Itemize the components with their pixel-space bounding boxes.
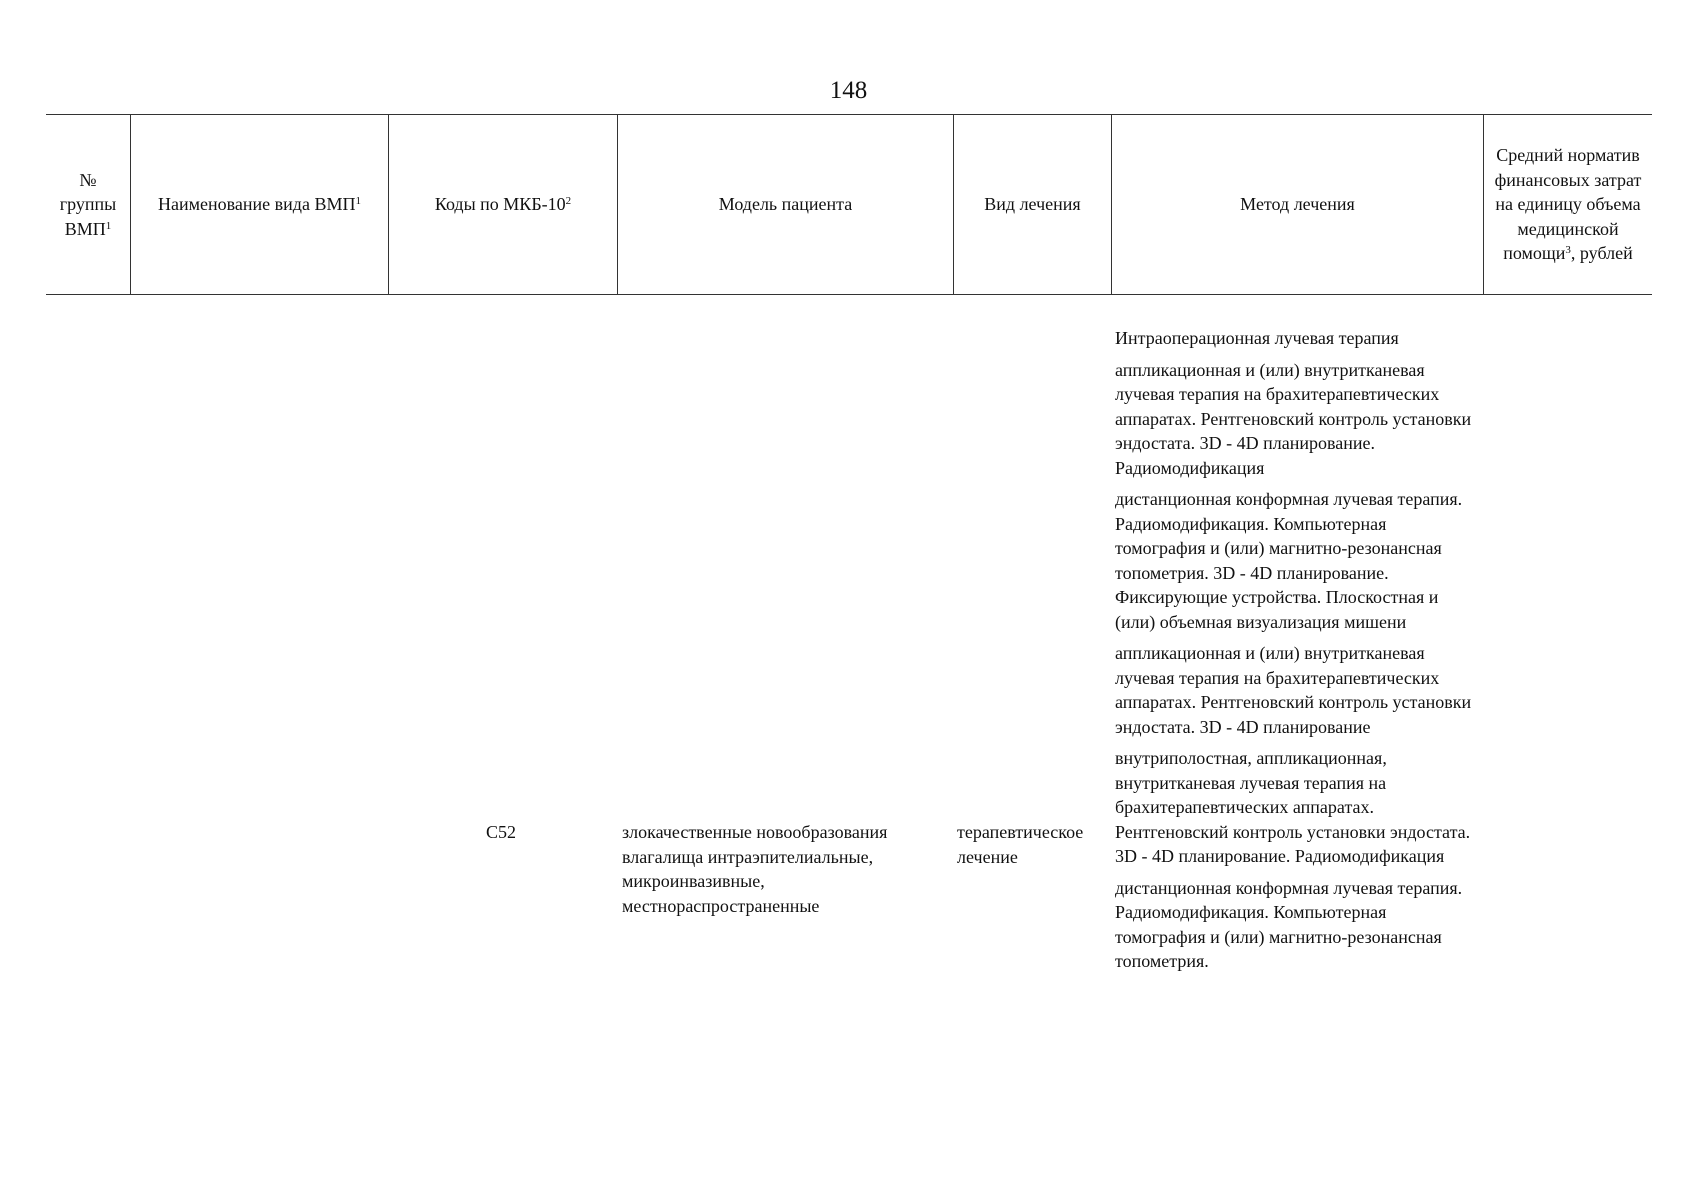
header-treatment-type-label: Вид лечения [984,194,1081,215]
header-cost-standard-unit: , рублей [1570,243,1633,264]
header-cost-standard-label: Средний норматив финансовых затрат на единицу объема медицинской помощи [1494,145,1642,264]
method-item: Интраоперационная лучевая терапия [1115,328,1399,348]
header-vmp-name-label: Наименование вида ВМП [158,194,356,215]
footnote-ref: 1 [105,219,112,232]
header-treatment-method-label: Метод лечения [1240,194,1355,215]
treatment-type-cell: терапевтическое лечение [957,822,1084,867]
method-item: дистанционная конформная лучевая терапия. Радиомодификация. Компьютерная томография и (или) магнитно-резонансная топометрия. 3D - 4D планирование. Фиксирующие устройства. Плоскостная и (или) объемная визуализация мишени [1115,489,1463,632]
table-header [46,114,1652,295]
method-item: аппликационная и (или) внутритканевая лучевая терапия на брахитерапевтических аппаратах. Рентгеновский контроль установки эндостата. 3D - 4D планирование. Радиомодификация [1115,359,1472,478]
header-group-number-label: № группы ВМП [59,169,117,239]
treatment-methods-column [1115,326,1475,981]
header-treatment-type [954,115,1112,294]
header-icd-codes-label: Коды по МКБ-10 [434,194,566,215]
header-vmp-name [131,115,389,294]
header-patient-model [618,115,954,294]
patient-model-cell: злокачественные новообразования влагалища интраэпителиальные, микроинвазивные, местнораспространенные [622,822,888,916]
header-cost-standard [1484,115,1652,294]
header-icd-codes [389,115,618,294]
footnote-ref: 2 [565,195,572,208]
header-group-number [46,115,131,294]
header-patient-model-label: Модель пациента [718,194,853,215]
method-item: аппликационная и (или) внутритканевая лучевая терапия на брахитерапевтических аппаратах. Рентгеновский контроль установки эндостата. 3D - 4D планирование [1115,643,1472,737]
footnote-ref: 1 [355,195,361,208]
header-treatment-method [1112,115,1484,294]
page-number: 148 [829,77,868,104]
method-item: внутриполостная, аппликационная, внутритканевая лучевая терапия на брахитерапевтических аппаратах. Рентгеновский контроль установки эндостата. 3D - 4D планирование. Радиомодификация [1115,748,1471,866]
method-item: дистанционная конформная лучевая терапия. Радиомодификация. Компьютерная томография и (или) магнитно-резонансная топометрия. [1115,877,1463,971]
icd-code-cell: C52 [486,822,517,842]
footnote-ref: 3 [1565,244,1571,257]
